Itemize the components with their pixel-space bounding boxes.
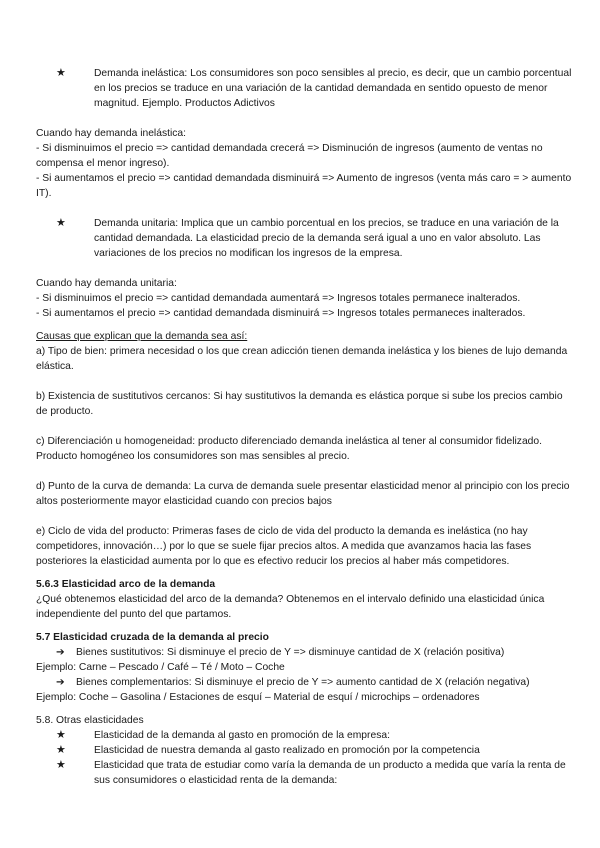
- ejemplo-complementarios: Ejemplo: Coche – Gasolina / Estaciones de esquí – Material de esquí / microchips – ordenadores: [36, 692, 480, 703]
- bullet-text: Bienes sustitutivos: Si disminuye el precio de Y => disminuye cantidad de X (relación positiva): [76, 647, 505, 658]
- causa-c: c) Diferenciación u homogeneidad: producto diferenciado demanda inelástica al tener al consumidor fidelizado. Producto homogéneo los consumidores son mas sensibles al precio.: [36, 436, 542, 462]
- unitaria-heading: Cuando hay demanda unitaria:: [36, 278, 177, 289]
- arco-title: 5.6.3 Elasticidad arco de la demanda: [36, 579, 216, 590]
- causas-heading: Causas que explican que la demanda sea así:: [36, 331, 248, 342]
- bullet-text: Elasticidad de la demanda al gasto en promoción de la empresa:: [94, 730, 390, 741]
- bienes-sustitutivos-item: [56, 645, 572, 660]
- unitaria-line-1: - Si disminuimos el precio => cantidad demandada aumentará => Ingresos totales permanece inalterados.: [36, 293, 521, 304]
- arco-text: ¿Qué obtenemos elasticidad del arco de la demanda? Obtenemos en el intervalo definido una elasticidad única independiente del punto del que partamos.: [36, 594, 545, 620]
- bullet-text: Elasticidad de nuestra demanda al gasto realizado en promoción por la competencia: [94, 745, 480, 756]
- causa-a: a) Tipo de bien: primera necesidad o los que crean adicción tienen demanda inelástica y los bienes de lujo demanda elástica.: [36, 346, 568, 372]
- cruzada-title: 5.7 Elasticidad cruzada de la demanda al precio: [36, 632, 269, 643]
- bienes-complementarios-item: [56, 675, 572, 690]
- bullet-text: Elasticidad que trata de estudiar como varía la demanda de un producto a medida que varía la renta de sus consumidores o elasticidad renta de la demanda:: [94, 760, 566, 786]
- star-bullet-icon: ★: [56, 744, 66, 756]
- bullet-text: Demanda unitaria: Implica que un cambio porcentual en los precios, se traduce en una variación de la cantidad demandada. La elasticidad precio de la demanda será igual a uno en valor absoluto. Las variaciones de los precios no modifican los ingresos de la empresa.: [94, 218, 559, 259]
- list-item: [56, 728, 572, 743]
- star-bullet-icon: ★: [56, 67, 66, 79]
- star-bullet-icon: ★: [56, 729, 66, 741]
- otras-list: [36, 728, 572, 788]
- bullet-demanda-unitaria: [56, 216, 572, 261]
- list-item: [56, 758, 572, 788]
- causa-d: d) Punto de la curva de demanda: La curva de demanda suele presentar elasticidad menor al principio con los precio altos posteriormente mayor elasticidad cuando con precios bajos: [36, 481, 570, 507]
- causa-b: b) Existencia de sustitutivos cercanos: Si hay sustitutivos la demanda es elástica porque si sube los precios cambio de producto.: [36, 391, 563, 417]
- star-bullet-icon: ★: [56, 217, 66, 229]
- unitaria-line-2: - Si aumentamos el precio => cantidad demandada disminuirá => Ingresos totales permaneces inalterados.: [36, 308, 526, 319]
- bullet-demanda-inelastica: [56, 66, 572, 111]
- star-bullet-icon: ★: [56, 759, 66, 771]
- arrow-bullet-icon: ➔: [56, 647, 65, 658]
- bullet-text: Bienes complementarios: Si disminuye el precio de Y => aumento cantidad de X (relación negativa): [76, 677, 530, 688]
- bullet-text: Demanda inelástica: Los consumidores son poco sensibles al precio, es decir, que un cambio porcentual en los precios se traduce en una variación de la cantidad demandada en sentido opuesto de menor magnitud. Ejemplo. Productos Adictivos: [94, 68, 572, 109]
- inelastica-heading: Cuando hay demanda inelástica:: [36, 128, 186, 139]
- inelastica-line-2: - Si aumentamos el precio => cantidad demandada disminuirá => Aumento de ingresos (venta más caro = > aumento IT).: [36, 173, 572, 199]
- arrow-bullet-icon: ➔: [56, 677, 65, 688]
- inelastica-line-1: - Si disminuimos el precio => cantidad demandada crecerá => Disminución de ingresos (aumento de ventas no compensa el menor ingreso).: [36, 143, 543, 169]
- ejemplo-sustitutivos: Ejemplo: Carne – Pescado / Café – Té / Moto – Coche: [36, 662, 285, 673]
- list-item: [56, 743, 572, 758]
- otras-title: 5.8. Otras elasticidades: [36, 715, 144, 726]
- causa-e: e) Ciclo de vida del producto: Primeras fases de ciclo de vida del producto la demanda es inelástica (no hay competidores, innovación…) por lo que se suele fijar precios altos. A medida que avanzamos hacia las fases posteriores la elasticidad aumenta por lo que es efectivo reducir los precios al haber más competidores.: [36, 526, 532, 567]
